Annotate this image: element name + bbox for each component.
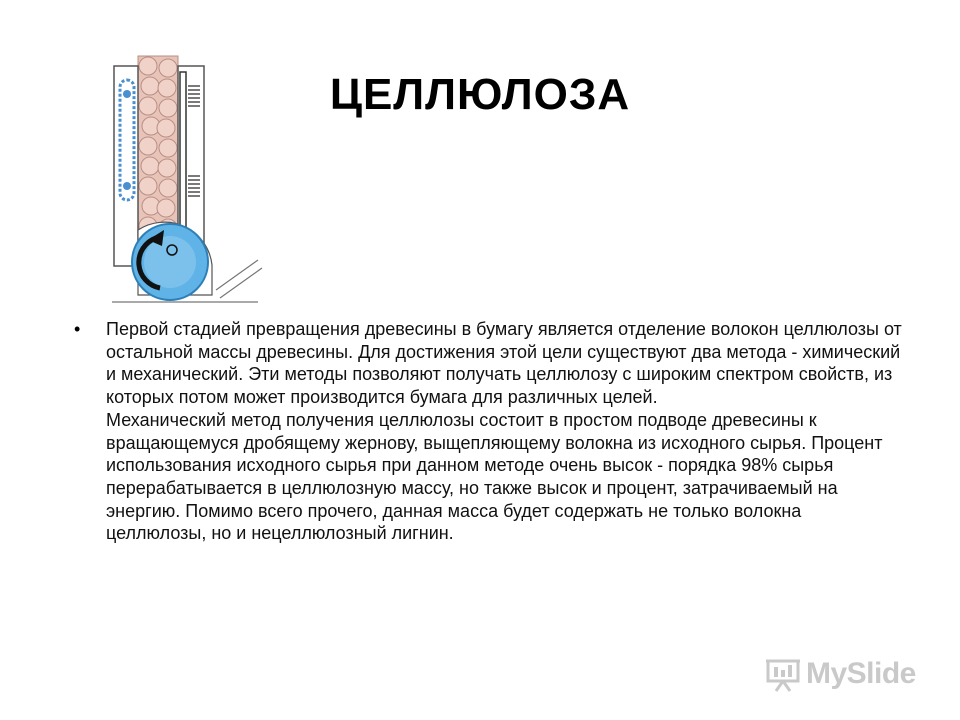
slide-body-paragraph: Первой стадией превращения древесины в бумагу является отделение волокон целлюлозы от остальной массы древесины. Для достижения этой цели существуют два метода - химический и механический. Эти методы позволяют получать целлюлозу с широким спектром свойств, из которых потом может производится бумага для различных целей. Механический метод получения целлюлозы состоит в простом подводе древесины к вращающемуся дробящему жернову, выщепляющему волокна из исходного сырья. Процент использования исходного сырья при данном методе очень высок - порядка 98% сырья перерабатывается в целлюлозную массу, но также высок и процент, затрачиваемый на энергию. Помимо всего прочего, данная масса будет содержать не только волокна целлюлозы, но и нецеллюлозный лигнин. xyxy=(106,319,902,544)
watermark-text: MySlide xyxy=(806,657,916,690)
presentation-board-icon xyxy=(764,655,802,693)
slide-title: ЦЕЛЛЮЛОЗА xyxy=(329,70,631,119)
myslide-watermark xyxy=(764,652,934,696)
groundwood-machine-illustration xyxy=(108,50,268,305)
bullet-marker: • xyxy=(74,319,81,339)
left-frame xyxy=(114,66,138,266)
